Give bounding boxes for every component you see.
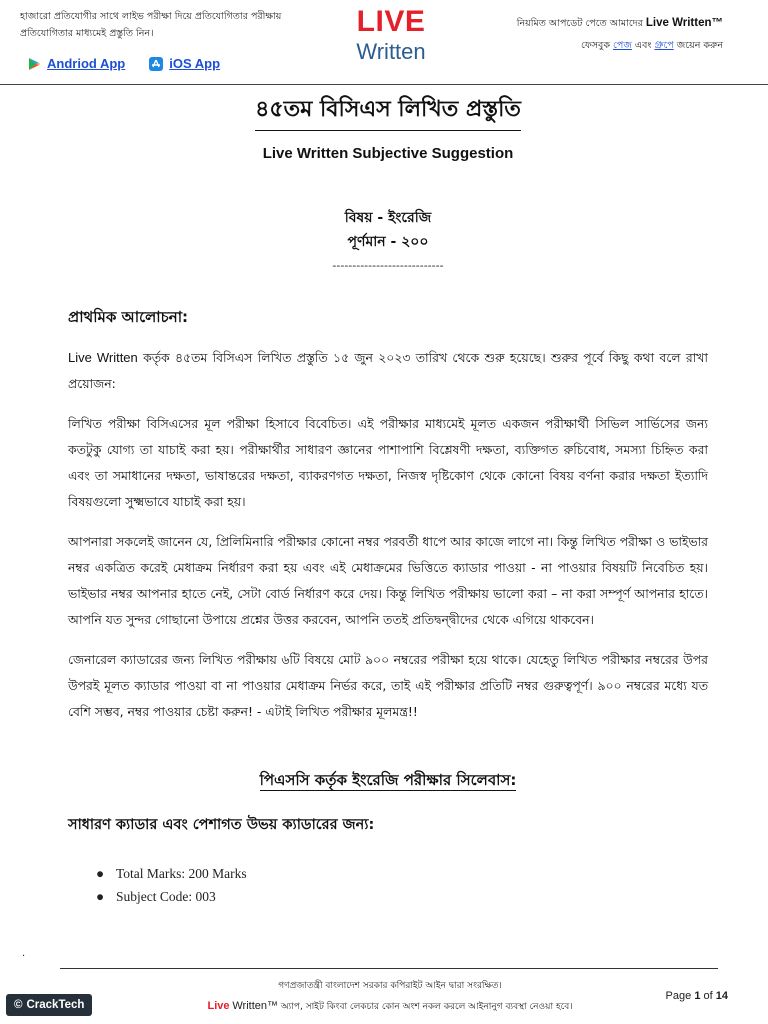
logo-live-text: LIVE [356,5,426,38]
join-line [423,35,723,57]
cracktech-badge[interactable] [6,994,92,1016]
facebook-group-link[interactable]: গ্রুপে [654,40,674,51]
footer-written: Written™ [232,1000,278,1012]
update-line [423,12,723,35]
live-written-logo[interactable] [350,6,432,72]
logo-written-text: Written [356,39,426,64]
update-text: নিয়মিত আপডেট পেতে আমাদের [516,18,643,29]
play-store-icon [28,57,41,71]
copyright-line1: গণপ্রজাতন্ত্রী বাংলাদেশ সরকার কপিরাইট আইন দ্বারা সংরক্ষিত। [278,981,502,991]
intro-brand: Live Written [68,350,138,365]
intro-paragraph-4: জেনারেল ক্যাডারের জন্য লিখিত পরীক্ষায় ৬টি বিষয়ে মোট ৯০০ নম্বরের পরীক্ষা হয়ে থাকে। যেহেতু লিখিত পরীক্ষার নম্বরের উপর উপরই মূলত ক্যাডার পাওয়া বা না পাওয়ার মেধাক্রম নির্ভর করে, তাই এই পরীক্ষার প্রতিটি নম্বর গুরুত্বপূর্ণ। ৯০০ নম্বরের মধ্যে যত বেশি সম্ভব, নম্বর পাওয়ার চেষ্টা করুন! - এটাই লিখিত পরীক্ষার মূলমন্ত্র!! [68,652,708,719]
cadre-heading: সাধারণ ক্যাডার এবং পেশাগত উভয় ক্যাডারের জন্য: [68,817,375,833]
tagline-line1: হাজারো প্রতিযোগীর সাথে লাইভ পরীক্ষা দিয়ে প্রতিযোগিতার পরীক্ষায় [20,11,282,22]
footer-live: Live [207,1000,230,1012]
bullet-icon: ● [96,889,105,904]
document-title-text: ৪৫তম বিসিএস লিখিত প্রস্তুতি [255,92,521,131]
full-marks-line: পূর্ণমান - ২০০ [347,234,429,250]
document-title [68,92,708,131]
section-divider: ---------------------------- [332,259,444,272]
header-tagline [20,8,320,42]
intro-paragraph-3: আপনারা সকলেই জানেন যে, প্রিলিমিনারি পরীক্ষার কোনো নম্বর পরবর্তী ধাপে আর কাজে লাগে না। কিন্তু লিখিত পরীক্ষা ও ভাইভার নম্বর একত্রিত করেই মেধাক্রম নির্ধারণ করা হয় এবং এই মেধাক্রমের ভিত্তিতে ক্যাডার পাওয়া - না পাওয়ার বিষয়টি নিবেচিত হয়। ভাইভার নম্বর আপনার হাতে নেই, সেটা বোর্ড নির্ধারণ করে দেয়। কিন্তু লিখিত পরীক্ষায় ভালো করা – না করা সম্পূর্ণ আপনার হাতে। আপনি যত সুন্দর গোছানো উপায়ে প্রশ্নের উত্তর করবেন, আপনি ততই প্রতিদ্বন্দ্বীদের থেকে এগিয়ে থাকবেন। [68,534,708,627]
intro-paragraph-1-text: কর্তৃক ৪৫তম বিসিএস লিখিত প্রস্তুতি ১৫ জুন ২০২৩ তারিখ থেকে শুরু হয়েছে। শুরুর পূর্বে কিছু কথা বলে রাখা প্রয়োজন: [68,350,708,391]
bullet-icon: ● [96,866,105,881]
join-prefix: ফেসবুক [580,40,610,51]
ios-app-label: iOS App [169,56,221,71]
facebook-page-link[interactable]: পেজ [613,40,632,51]
page-of: of [703,990,713,1002]
page-current: 1 [694,990,701,1002]
copyright-line2-text: অ্যাপ, সাইট কিংবা লেকচার কোন অংশ নকল করলে আইনানুগ ব্যবস্থা নেওয়া হবে। [278,1002,573,1012]
ios-app-link[interactable] [149,56,220,71]
app-store-icon [149,57,163,71]
stray-dot: . [22,948,26,959]
page-header [0,0,768,86]
subject-line: বিষয় - ইংরেজি [344,210,432,226]
tagline-line2: প্রতিযোগিতার মাধ্যমেই প্রস্তুতি নিন। [20,28,154,39]
list-item [96,885,708,908]
facebook-info [423,12,723,57]
copyright-icon: © [14,999,23,1011]
document-subtitle: Live Written Subjective Suggestion [262,145,514,162]
cracktech-label: CrackTech [26,999,85,1011]
page-total: 14 [715,990,728,1002]
syllabus-heading-text: পিএসসি কর্তৃক ইংরেজি পরীক্ষার সিলেবাস: [259,771,517,789]
document-body [68,88,708,908]
page-prefix: Page [665,990,692,1002]
subject-block [68,206,708,254]
app-links [28,56,220,71]
android-app-link[interactable] [28,56,125,71]
syllabus-heading [68,769,708,794]
android-app-label: Andriod App [47,56,126,71]
exam-facts-list [68,862,708,908]
copyright-notice [180,976,600,1017]
intro-heading: প্রাথমিক আলোচনা: [68,308,189,326]
footer-divider [60,968,718,969]
header-divider [0,84,768,85]
update-brand: Live Written™ [645,17,723,29]
and-text: এবং [634,40,652,51]
page-number [666,990,728,1002]
list-item [96,862,708,885]
join-suffix: জয়েন করুন [676,40,723,51]
intro-paragraph-1 [68,345,708,397]
intro-paragraph-2: লিখিত পরীক্ষা বিসিএসের মূল পরীক্ষা হিসাবে বিবেচিত। এই পরীক্ষার মাধ্যমেই মূলত একজন পরীক্ষার্থী সিভিল সার্ভিসের জন্য কতটুকু যোগ্য তা যাচাই করা হয়। পরীক্ষার্থীর সাধারণ জ্ঞানের পাশাপাশি বিশ্লেষণী দক্ষতা, ব্যক্তিগত রুচিবোধ, সমস্যা চিহ্নিত করা এবং তা সমাধানের দক্ষতা, ভাষান্তরের দক্ষতা, ব্যাকরণগত দক্ষতা, নিজস্ব দৃষ্টিকোণ থেকে কোনো বিষয় বর্ণনা করার দক্ষতা ইত্যাদি বিষয়গুলো সুক্ষ্মভাবে যাচাই করা হয়। [68,416,708,509]
subject-code-text: Subject Code: 003 [116,889,216,904]
total-marks-text: Total Marks: 200 Marks [116,866,247,881]
copyright-line2 [180,996,600,1017]
